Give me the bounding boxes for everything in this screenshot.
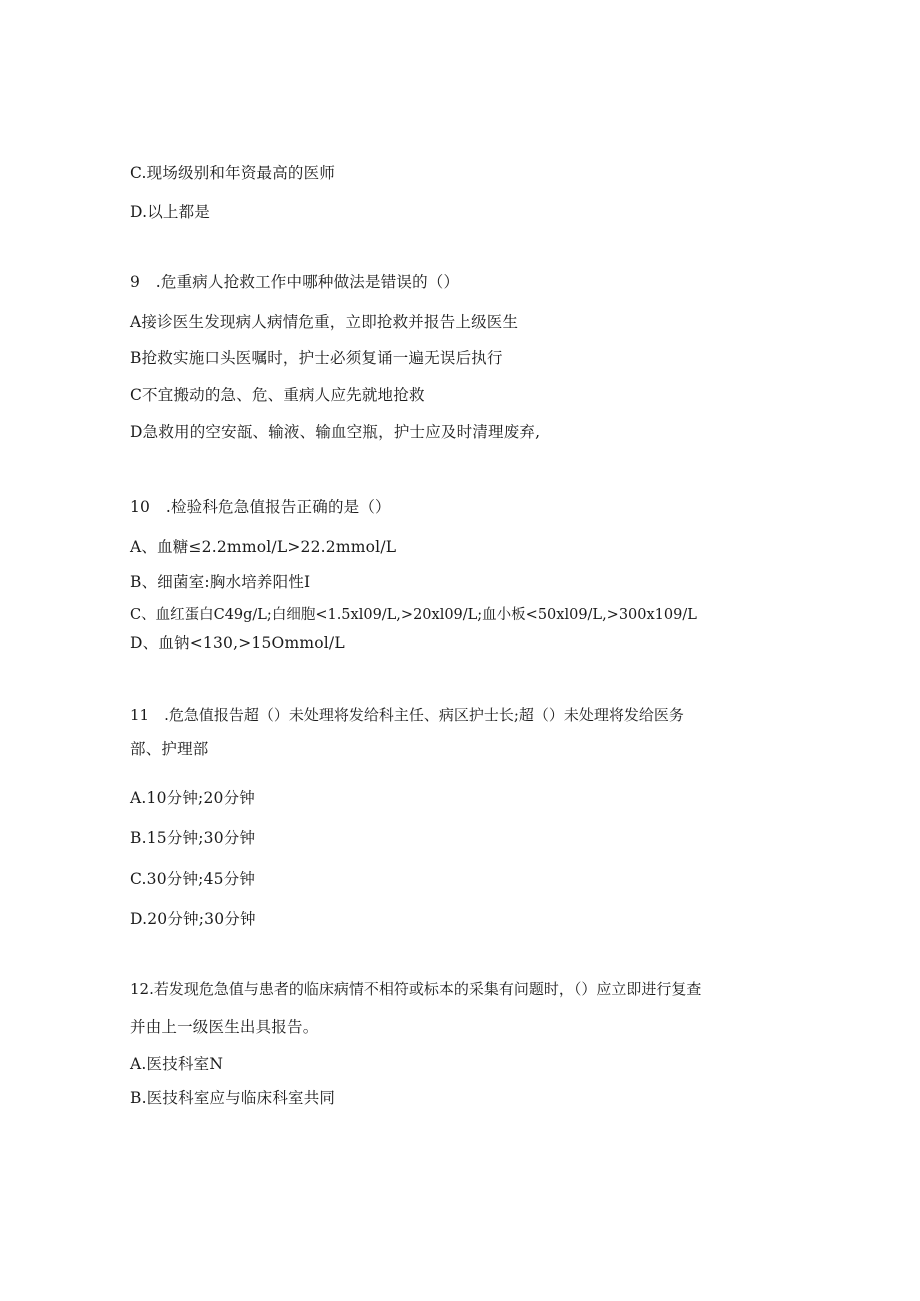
q8-option-c: C.现场级别和年资最高的医师 xyxy=(130,164,336,182)
q8-option-d: D.以上都是 xyxy=(130,203,211,221)
q11-option-a: A.10分钟;20分钟 xyxy=(130,789,255,807)
q12-option-a: A.医技科室N xyxy=(130,1055,224,1073)
q12-stem-line1: 12.若发现危急值与患者的临床病情不相符或标本的采集有问题时，（）应立即进行复查 xyxy=(130,980,702,998)
q10-stem: 10 .检验科危急值报告正确的是（） xyxy=(130,498,391,516)
q9-stem: 9 .危重病人抢救工作中哪种做法是错误的（） xyxy=(130,273,460,291)
q11-option-b: B.15分钟;30分钟 xyxy=(130,829,256,847)
q9-option-b: B抢救实施口头医嘱时，护士必须复诵一遍无误后执行 xyxy=(130,349,503,367)
q10-option-c: C、血红蛋白C49g∕L;白细胞<1.5xl09∕L,>20xl09/L;血小板<50xl09/L,>300x109/L xyxy=(130,607,697,623)
q11-option-d: D.20分钟;30分钟 xyxy=(130,910,256,928)
q11-option-c: C.30分钟;45分钟 xyxy=(130,870,256,888)
q10-option-d: D、血钠<130,>15Ommol/L xyxy=(130,634,345,652)
q9-option-d: D急救用的空安瓿、输液、输血空瓶，护士应及时清理废弃, xyxy=(130,423,541,441)
q12-option-b: B.医技科室应与临床科室共同 xyxy=(130,1089,336,1107)
q10-option-a: A、血糖≤2.2mmol∕L>22.2mmol/L xyxy=(130,538,397,556)
q9-option-a: A接诊医生发现病人病情危重，立即抢救并报告上级医生 xyxy=(130,313,519,331)
q11-stem-line2: 部、护理部 xyxy=(130,740,209,758)
q10-option-b: B、细菌室:胸水培养阳性I xyxy=(130,573,311,591)
q9-option-c: C不宜搬动的急、危、重病人应先就地抢救 xyxy=(130,386,425,404)
q12-stem-line2: 并由上一级医生出具报告。 xyxy=(130,1018,319,1036)
q11-stem-line1: 11 .危急值报告超（）未处理将发给科主任、病区护士长;超（）未处理将发给医务 xyxy=(130,706,684,724)
